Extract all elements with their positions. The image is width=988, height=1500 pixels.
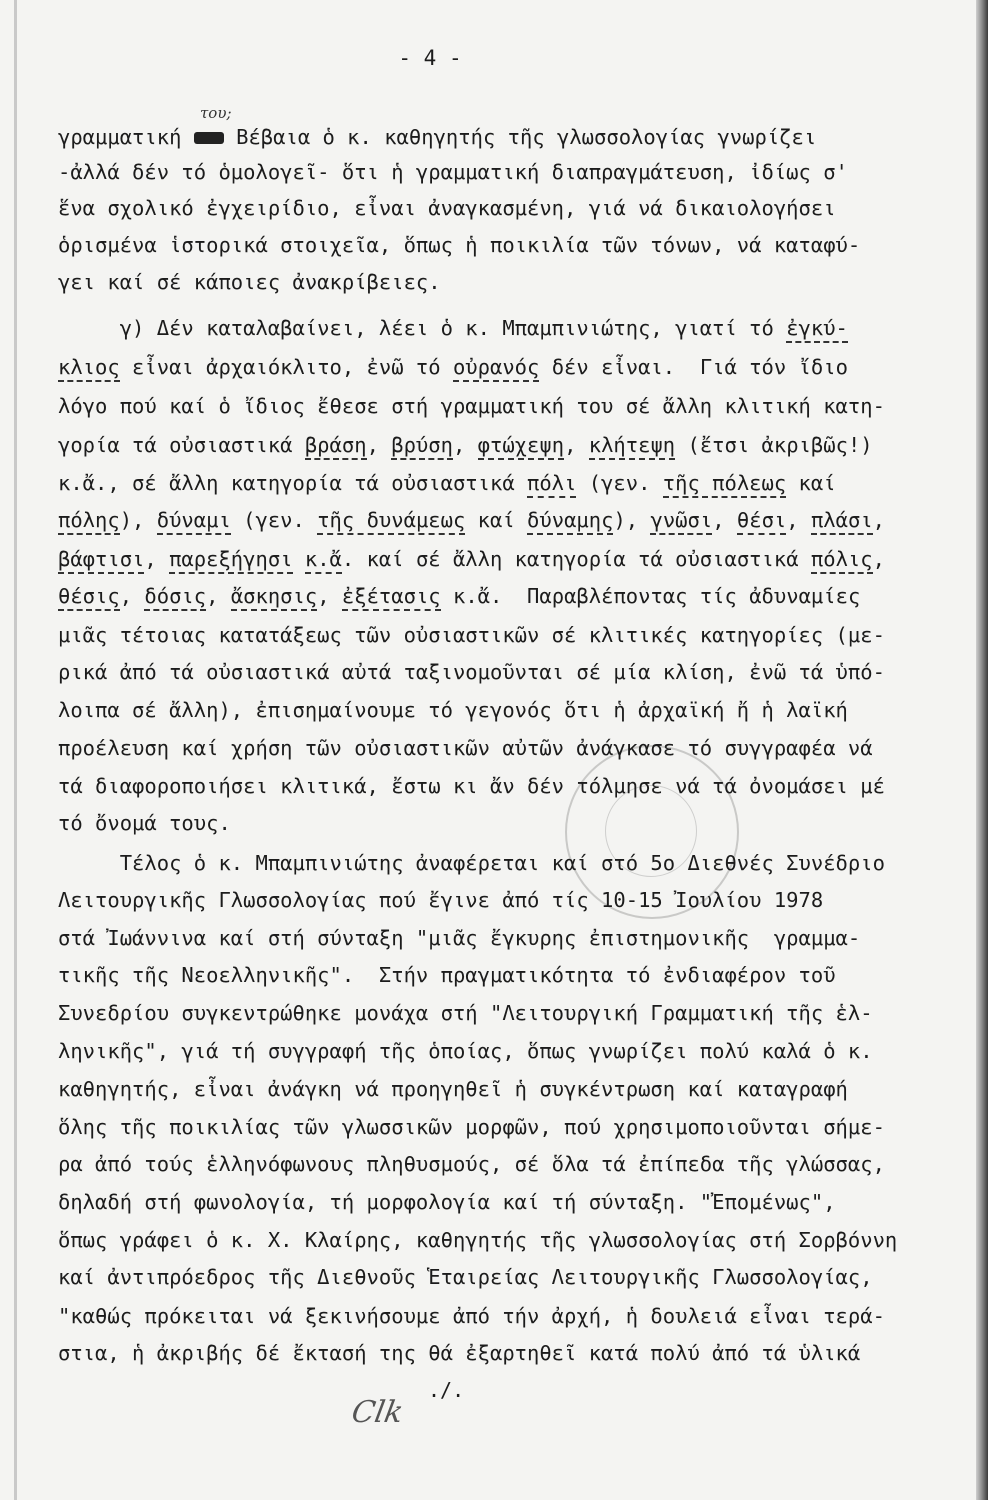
text-segment: ,	[144, 547, 170, 571]
underlined-word: ἐγκύ-	[786, 316, 848, 343]
text-line	[58, 1302, 885, 1330]
text-segment: ,	[712, 508, 737, 532]
text-segment: γει καί σέ κάποιες ἀνακρίβειες.	[58, 270, 441, 294]
text-segment: στια, ἡ ἀκριβής δέ ἔκτασή της θά ἐξαρτηθεῖ κατά πολύ ἀπό τά ὑλικά	[58, 1341, 861, 1365]
text-segment: μιᾶς τέτοιας κατατάξεως τῶν οὐσιαστικῶν σέ κλιτικές κατηγορίες (με-	[58, 623, 885, 647]
underlined-word: ἄσκησις	[231, 584, 317, 611]
text-line	[58, 582, 860, 610]
text-line	[58, 506, 885, 534]
text-segment: καί	[465, 508, 528, 532]
text-line	[58, 696, 848, 724]
text-line	[58, 431, 873, 459]
text-line	[58, 268, 441, 296]
underlined-word: κλιος	[58, 355, 120, 382]
page-number: - 4 -	[398, 46, 462, 70]
continuation-mark: ./.	[428, 1378, 465, 1402]
text-line	[58, 999, 873, 1027]
text-segment: ,	[872, 508, 886, 532]
text-line	[58, 545, 885, 573]
text-line	[58, 392, 885, 420]
text-line	[58, 1339, 860, 1367]
underlined-word: γνῶσι	[650, 508, 712, 535]
text-segment: λοιπα σέ ἄλλη), ἐπισημαίνουμε τό γεγονός ὅτι ἡ ἀρχαϊκή ἤ ἡ λαϊκή	[58, 698, 848, 722]
struck-out-word	[194, 132, 224, 144]
text-segment: ),	[613, 508, 651, 532]
text-segment: -ἀλλά δέν τό ὁμολογεῖ- ὅτι ἡ γραμματική διαπραγμάτευση, ἰδίως σ'	[58, 160, 848, 184]
text-segment: ,	[564, 433, 589, 457]
underlined-word: βάφτισι	[58, 547, 144, 574]
text-segment: ληνικῆς", γιά τή συγγραφή τῆς ὁποίας, ὅπως γνωρίζει πολύ καλά ὁ κ.	[58, 1039, 873, 1063]
underlined-word: τῆς δυνάμεως	[317, 508, 465, 535]
underlined-word: δόσις	[144, 584, 206, 611]
text-segment: εἶναι ἀρχαιόκλιτο, ἐνῶ τό	[119, 355, 453, 379]
text-segment: (γεν.	[230, 508, 318, 532]
text-line	[58, 924, 860, 952]
text-segment: ,	[872, 547, 885, 571]
text-segment	[293, 547, 305, 571]
text-line	[58, 734, 873, 762]
text-segment: ὁρισμένα ἱστορικά στοιχεῖα, ὅπως ἡ ποικιλία τῶν τόνων, νά καταφύ-	[58, 233, 861, 257]
underlined-word: πόλι	[527, 471, 576, 498]
text-segment: ,	[366, 433, 392, 457]
text-line	[58, 961, 836, 989]
text-segment: ὅπως γράφει ὁ κ. Χ. Κλαίρης, καθηγητής τῆς γλωσσολογίας στή Σορβόννη	[58, 1228, 898, 1252]
text-segment: ,	[206, 584, 231, 608]
underlined-word: δύναμης	[527, 508, 613, 535]
text-segment: ρικά ἀπό τά οὐσιαστικά αὐτά ταξινομοῦνται σέ μία κλίση, ἐνῶ τά ὑπό-	[58, 660, 885, 684]
text-line	[58, 158, 848, 186]
text-segment: Λειτουργικῆς Γλωσσολογίας πού ἔγινε ἀπό τίς 10-15 Ἰουλίου 1978	[58, 888, 824, 912]
text-segment: ἕνα σχολικό ἐγχειρίδιο, εἶναι ἀναγκασμένη, γιά νά δικαιολογήσει	[58, 196, 836, 220]
underlined-word: θέσι	[737, 508, 786, 535]
text-line	[58, 1188, 836, 1216]
text-segment: καθηγητής, εἶναι ἀνάγκη νά προηγηθεῖ ἡ συγκέντρωση καί καταγραφή	[58, 1077, 848, 1101]
underlined-word: τῆς πόλεως	[663, 471, 786, 498]
underlined-word: κ.ἄ	[305, 547, 342, 574]
underlined-word: παρεξήγησι	[169, 547, 292, 574]
text-line	[58, 1150, 885, 1178]
text-line	[58, 809, 231, 837]
text-line	[58, 194, 836, 222]
text-line	[58, 314, 848, 342]
text-segment: δέν εἶναι. Γιά τόν ἴδιο	[539, 355, 848, 379]
text-segment: ),	[119, 508, 157, 532]
text-line	[58, 658, 885, 686]
text-segment: ,	[317, 584, 342, 608]
text-segment: "καθώς πρόκειται νά ξεκινήσουμε ἀπό τήν ἀρχή, ἡ δουλειά εἶναι τερά-	[58, 1304, 885, 1328]
text-segment: ὅλης τῆς ποικιλίας τῶν γλωσσικῶν μορφῶν, πού χρησιμοποιοῦνται σήμε-	[58, 1115, 885, 1139]
text-segment: ρα ἀπό τούς ἑλληνόφωνους πληθυσμούς, σέ ὅλα τά ἐπίπεδα τῆς γλώσσας,	[58, 1152, 885, 1176]
text-line	[58, 772, 885, 800]
underlined-word: δύναμι	[157, 508, 231, 535]
text-line	[58, 1113, 885, 1141]
text-line	[58, 886, 823, 914]
text-segment: τά διαφοροποιήσει κλιτικά, ἔστω κι ἄν δέν τόλμησε νά τά ὀνομάσει μέ	[58, 774, 885, 798]
text-segment: στά Ἰωάννινα καί στή σύνταξη "μιᾶς ἔγκυρης ἐπιστημονικῆς γραμμα-	[58, 926, 861, 950]
page-edge-right	[976, 0, 988, 1500]
underlined-word: φτώχεψη	[478, 433, 564, 460]
text-segment: καί ἀντιπρόεδρος τῆς Διεθνοῦς Ἑταιρείας Λειτουργικῆς Γλωσσολογίας,	[58, 1265, 873, 1289]
text-line	[58, 1037, 873, 1065]
text-segment: λόγο πού καί ὁ ἴδιος ἔθεσε στή γραμματική του σέ ἄλλη κλιτική κατη-	[58, 394, 885, 418]
underlined-word: θέσις	[58, 584, 120, 611]
text-segment: ,	[786, 508, 811, 532]
handwritten-initials: Clk	[348, 1395, 406, 1430]
text-line	[58, 469, 836, 497]
text-segment: ,	[452, 433, 478, 457]
text-segment: Βέβαια ὁ κ. καθηγητής τῆς γλωσσολογίας γνωρίζει	[223, 125, 817, 149]
text-segment: (ἔτσι ἀκριβῶς!)	[675, 433, 873, 457]
text-segment: προέλευση καί χρήση τῶν οὐσιαστικῶν αὐτῶν ἀνάγκασε τό συγγραφέα νά	[58, 736, 873, 760]
text-line	[58, 123, 816, 151]
text-segment: γ) Δέν καταλαβαίνει, λέει ὁ κ. Μπαμπινιώτης, γιατί τό	[58, 316, 787, 340]
text-segment: Τέλος ὁ κ. Μπαμπινιώτης ἀναφέρεται καί στό 5ο Διεθνές Συνέδριο	[58, 851, 885, 875]
text-segment: κ.ἄ., σέ ἄλλη κατηγορία τά οὐσιαστικά	[58, 471, 527, 495]
text-segment: ,	[119, 584, 145, 608]
underlined-word: πόλης	[58, 508, 120, 535]
text-line	[58, 353, 848, 381]
text-segment: τικῆς τῆς Νεοελληνικῆς". Στήν πραγματικότητα τό ἐνδιαφέρον τοῦ	[58, 963, 836, 987]
text-line	[58, 231, 860, 259]
handwritten-correction: του;	[200, 104, 232, 122]
text-line	[58, 849, 885, 877]
text-segment: (γεν.	[576, 471, 663, 495]
text-line	[58, 1226, 897, 1254]
text-segment: κ.ἄ. Παραβλέποντας τίς ἀδυναμίες	[440, 584, 861, 608]
page-edge-left	[14, 0, 17, 1500]
underlined-word: πόλις	[811, 547, 873, 574]
text-line	[58, 1075, 848, 1103]
text-line	[58, 621, 885, 649]
text-segment: . καί σέ ἄλλη κατηγορία τά οὐσιαστικά	[341, 547, 811, 571]
underlined-word: ἐξέτασις	[342, 584, 441, 611]
underlined-word: κλήτεψη	[589, 433, 675, 460]
text-segment: καί	[786, 471, 836, 495]
text-segment: τό ὄνομά τους.	[58, 811, 231, 835]
text-segment: γραμματική	[58, 125, 194, 149]
underlined-word: βράση	[305, 433, 367, 460]
text-segment: γορία τά οὐσιαστικά	[58, 433, 305, 457]
underlined-word: βρύση	[391, 433, 453, 460]
underlined-word: πλάσι	[811, 508, 873, 535]
text-segment: Συνεδρίου συγκεντρώθηκε μονάχα στή "Λειτουργική Γραμματική τῆς ἑλ-	[58, 1001, 873, 1025]
text-line	[58, 1263, 873, 1291]
text-segment: δηλαδή στή φωνολογία, τή μορφολογία καί τή σύνταξη. "Ἐπομένως",	[58, 1190, 836, 1214]
underlined-word: οὐρανός	[453, 355, 539, 382]
